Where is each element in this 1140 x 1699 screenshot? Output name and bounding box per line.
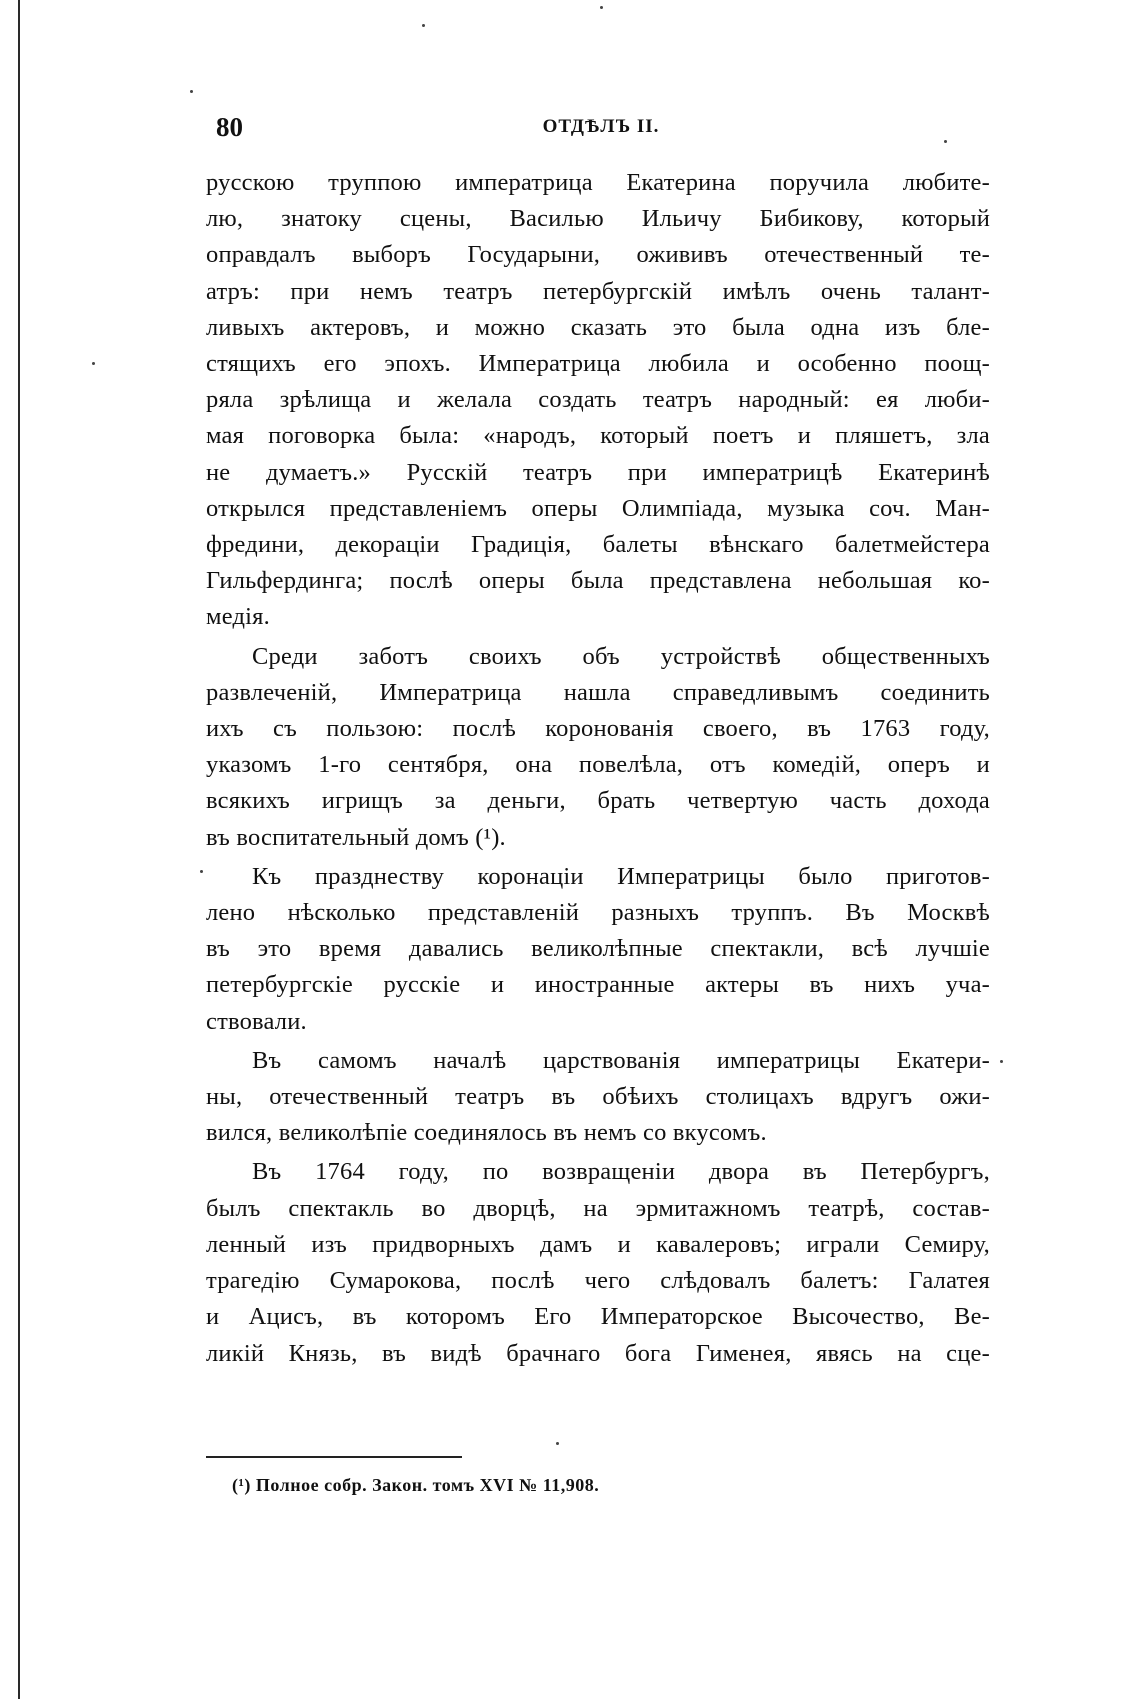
body-text xyxy=(206,165,990,1372)
text-line: лю, знатоку сцены, Василью Ильичу Бибикову, который xyxy=(206,205,990,233)
text-line: въ это время давались великолѣпные спектакли, всѣ лучшіе xyxy=(206,935,990,963)
text-line: русскою труппою императрица Екатерина поручила любите- xyxy=(206,169,990,196)
text-line: и Ацисъ, въ которомъ Его Императорское Высочество, Ве- xyxy=(206,1303,990,1331)
text-line: фредини, декораціи Градиція, балеты вѣнскаго балетмейстера xyxy=(206,531,990,559)
text-line: былъ спектакль во дворцѣ, на эрмитажномъ театрѣ, состав- xyxy=(206,1194,990,1222)
page-header xyxy=(216,112,986,152)
paragraph-2 xyxy=(206,639,990,856)
text-line: ряла зрѣлища и желала создать театръ народный: ея люби- xyxy=(206,386,990,414)
paragraph-4 xyxy=(206,1043,990,1152)
text-line: петербургскіе русскіе и иностранные актеры въ нихъ уча- xyxy=(206,971,990,999)
footnote: (¹) Полное собр. Закон. томъ XVI № 11,908. xyxy=(232,1475,600,1495)
text-line: развлеченій, Императрица нашла справедливымъ соединить xyxy=(206,678,990,706)
text-line: ствовали. xyxy=(206,1007,307,1035)
footnote-rule xyxy=(206,1456,462,1458)
text-line: Въ 1764 году, по возвращеніи двора въ Петербургъ, xyxy=(252,1158,990,1186)
scan-speck xyxy=(92,362,95,365)
page-number: 80 xyxy=(216,112,243,142)
scan-speck xyxy=(556,1442,559,1445)
text-line: ны, отечественный театръ въ обѣихъ столицахъ вдругъ ожи- xyxy=(206,1083,990,1111)
text-line: атръ: при немъ театръ петербургскій имѣлъ очень талант- xyxy=(206,277,990,305)
running-head: ОТДѢЛЪ II. xyxy=(542,116,660,137)
text-line: Въ самомъ началѣ царствованія императрицы Екатери- xyxy=(252,1046,990,1074)
text-line: ликій Князь, въ видѣ брачнаго бога Гименея, явясь на сце- xyxy=(206,1339,990,1367)
scan-speck xyxy=(1000,1060,1003,1063)
scan-speck xyxy=(600,6,603,9)
text-line: лено нѣсколько представленій разныхъ труппъ. Въ Москвѣ xyxy=(206,899,990,927)
text-line: въ воспитательный домъ (¹). xyxy=(206,823,506,851)
text-line: не думаетъ.» Русскій театръ при императрицѣ Екатеринѣ xyxy=(206,458,990,486)
text-line: стящихъ его эпохъ. Императрица любила и особенно поощ- xyxy=(206,350,990,378)
text-line: всякихъ игрищъ за деньги, брать четвертую часть дохода xyxy=(206,787,990,815)
scan-speck xyxy=(422,24,425,27)
scan-speck xyxy=(190,90,193,93)
scan-speck xyxy=(944,140,947,143)
paragraph-3 xyxy=(206,859,990,1040)
paragraph-5 xyxy=(206,1154,990,1371)
text-line: мая поговорка была: «народъ, который поетъ и пляшетъ, зла xyxy=(206,422,990,450)
text-line: ленный изъ придворныхъ дамъ и кавалеровъ; играли Семиру, xyxy=(206,1230,990,1258)
text-line: ихъ съ пользою: послѣ коронованія своего, въ 1763 году, xyxy=(206,715,990,743)
text-line: трагедію Сумарокова, послѣ чего слѣдовалъ балетъ: Галатея xyxy=(206,1267,990,1295)
text-line: Гильфердинга; послѣ оперы была представлена небольшая ко- xyxy=(206,567,990,595)
text-line: ливыхъ актеровъ, и можно сказать это была одна изъ бле- xyxy=(206,313,990,341)
scan-speck xyxy=(200,870,203,873)
text-line: открылся представленіемъ оперы Олимпіада, музыка соч. Ман- xyxy=(206,494,990,522)
text-line: указомъ 1-го сентября, она повелѣла, отъ комедій, оперъ и xyxy=(206,751,990,779)
page-edge-shadow xyxy=(18,0,20,1699)
text-line: медія. xyxy=(206,603,270,631)
paragraph-1 xyxy=(206,165,990,636)
text-line: оправдалъ выборъ Государыни, ожививъ отечественный те- xyxy=(206,241,990,269)
text-line: вился, великолѣпіе соединялось въ немъ со вкусомъ. xyxy=(206,1119,767,1147)
text-line: Къ празднеству коронаціи Императрицы было приготов- xyxy=(252,862,990,890)
text-line: Среди заботъ своихъ объ устройствѣ общественныхъ xyxy=(252,642,990,670)
